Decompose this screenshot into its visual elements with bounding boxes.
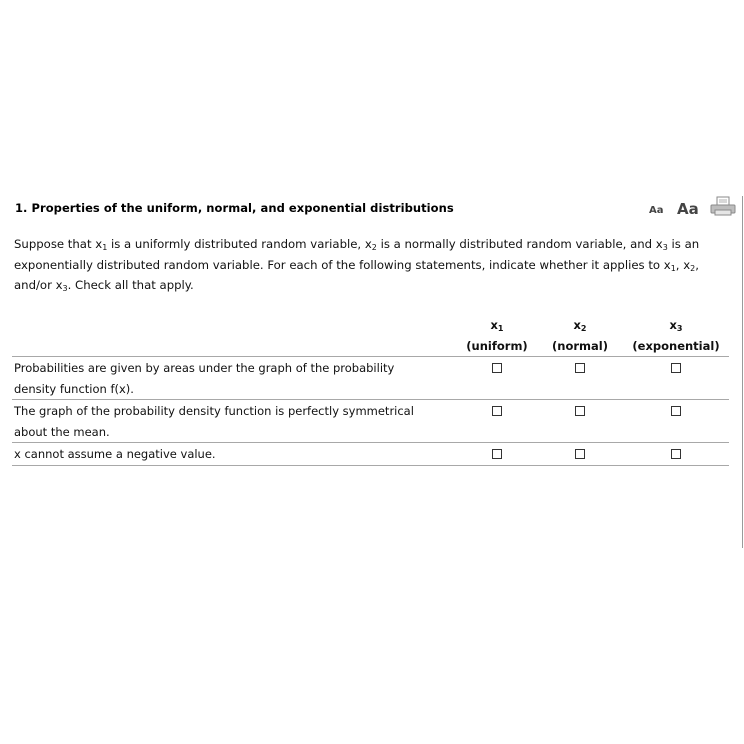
question-title: 1. Properties of the uniform, normal, and exponential distributions	[15, 201, 454, 215]
panel-right-border	[742, 196, 743, 548]
checkbox-row1-x1[interactable]	[492, 363, 502, 373]
statement-row-1: Probabilities are given by areas under the graph of the probability density function f(x).	[14, 361, 395, 396]
column-header-x1: $x_1$ (uniform)	[466, 318, 528, 353]
column-header-x3: $x_3$ (exponential)	[632, 318, 720, 353]
print-icon[interactable]	[710, 196, 736, 216]
checkbox-row2-x3[interactable]	[671, 406, 681, 416]
checkbox-row2-x2[interactable]	[575, 406, 585, 416]
checkbox-row2-x1[interactable]	[492, 406, 502, 416]
table-rule-bottom	[12, 465, 729, 466]
column-header-x2: $x_2$ (normal)	[552, 318, 608, 353]
font-size-decrease-button[interactable]: Aa	[649, 205, 664, 216]
statement-row-3: x cannot assume a negative value.	[14, 447, 216, 461]
question-intro: Suppose that $x_1$ is a uniformly distributed random variable, $x_2$ is a normally distributed random variable, and $x_3$ is an exponentially distributed random variable. For each of the following statements, indicate whether it applies to $x_1$, $x_2$, and/or $x_3$. Check all that apply.	[14, 237, 700, 293]
checkbox-row3-x2[interactable]	[575, 449, 585, 459]
checkbox-row1-x2[interactable]	[575, 363, 585, 373]
checkbox-row3-x3[interactable]	[671, 449, 681, 459]
table-rule-top	[12, 356, 729, 357]
table-rule	[12, 442, 729, 443]
checkbox-row1-x3[interactable]	[671, 363, 681, 373]
statement-row-2: The graph of the probability density function is perfectly symmetrical about the mean.	[14, 404, 414, 439]
font-size-increase-button[interactable]: Aa	[677, 200, 699, 218]
table-rule	[12, 399, 729, 400]
checkbox-row3-x1[interactable]	[492, 449, 502, 459]
